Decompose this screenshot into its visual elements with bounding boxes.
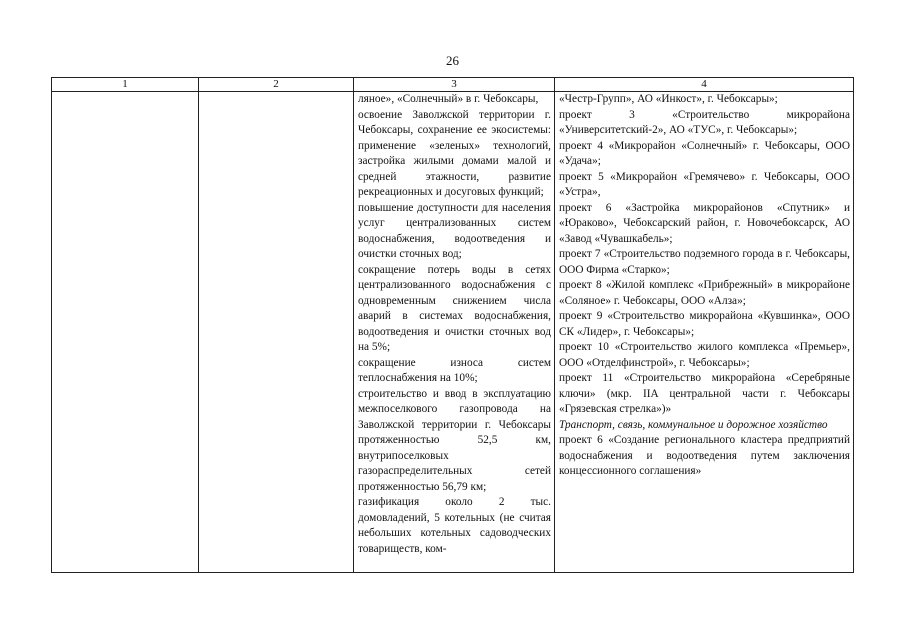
project-item: проект 9 «Строительство микрорайона «Кувшинка», ООО СК «Лидер», г. Чебоксары»; [559,310,850,338]
page-number: 26 [446,53,459,68]
project-item: проект 3 «Строительство микрорайона «Университетский-2», АО «ТУС», г. Чебоксары»; [559,108,850,136]
table-header-row [52,78,854,92]
section-heading: Транспорт, связь, коммунальное и дорожное хозяйство [559,418,828,431]
project-item: проект 6 «Создание регионального кластера предприятий водоснабжения и водоотведения путем заключения концессионного соглашения» [559,434,850,477]
project-item: проект 11 «Строительство микрорайона «Серебряные ключи» (мкр. IIA центральной части г. Чебоксары «Грязевская стрелка»)» [559,372,850,415]
project-item: «Честр-Групп», АО «Инкост», г. Чебоксары»; [559,93,778,105]
cell-column-1 [52,92,199,573]
goal-item: сокращение потерь воды в сетях централизованного водоснабжения с одновременным снижением числа аварий в системах водоснабжения, водоотведения и очистки сточных вод на 5%; [358,263,551,353]
project-item: проект 6 «Застройка микрорайонов «Спутник» и «Юраково», Чебоксарский район, г. Новочебоксарск, АО «Завод «Чувашкабель»; [559,201,850,245]
column-header-3: 3 [354,78,555,92]
cell-column-2 [199,92,354,573]
project-item: проект 10 «Строительство жилого комплекса «Премьер», ООО «Отделфинстрой», г. Чебоксары»; [559,341,850,369]
goal-item: сокращение износа систем теплоснабжения на 10%; [358,356,551,384]
goal-item: строительство и ввод в эксплуатацию межпоселкового газопровода на Заволжской территории г. Чебоксары протяженностью 52,5 км, внутрипоселковых газораспределительных сетей протяженностью 56,79 км; [358,387,551,493]
document-table [51,77,854,573]
cell-column-3 [354,92,555,573]
project-item: проект 4 «Микрорайон «Солнечный» г. Чебоксары, ООО «Удача»; [559,139,850,167]
goal-item: повышение доступности для населения услуг централизованных систем водоснабжения, водоотведения и очистки сточных вод; [358,201,551,260]
cell-column-4 [555,92,854,573]
project-item: проект 5 «Микрорайон «Гремячево» г. Чебоксары, ООО «Устра», [559,170,850,198]
project-item: проект 8 «Жилой комплекс «Прибрежный» в микрорайоне «Соляное» г. Чебоксары, ООО «Алза»; [559,279,850,307]
column-header-1: 1 [52,78,199,92]
goal-item: освоение Заволжской территории г. Чебоксары, сохранение ее экосистемы: применение «зеленых» технологий, застройка жилыми домами малой и средней этажности, развитие рекреационных и досуговых функций; [358,108,551,198]
goal-item: газификация около 2 тыс. домовладений, 5 котельных (не считая небольших котельных садоводческих товариществ, ком- [358,496,551,555]
column-header-2: 2 [199,78,354,92]
goal-item: ляное», «Солнечный» в г. Чебоксары, [358,93,539,105]
table-row [52,92,854,573]
project-item: проект 7 «Строительство подземного города в г. Чебоксары, ООО Фирма «Старко»; [559,248,850,276]
column-header-4: 4 [555,78,854,92]
